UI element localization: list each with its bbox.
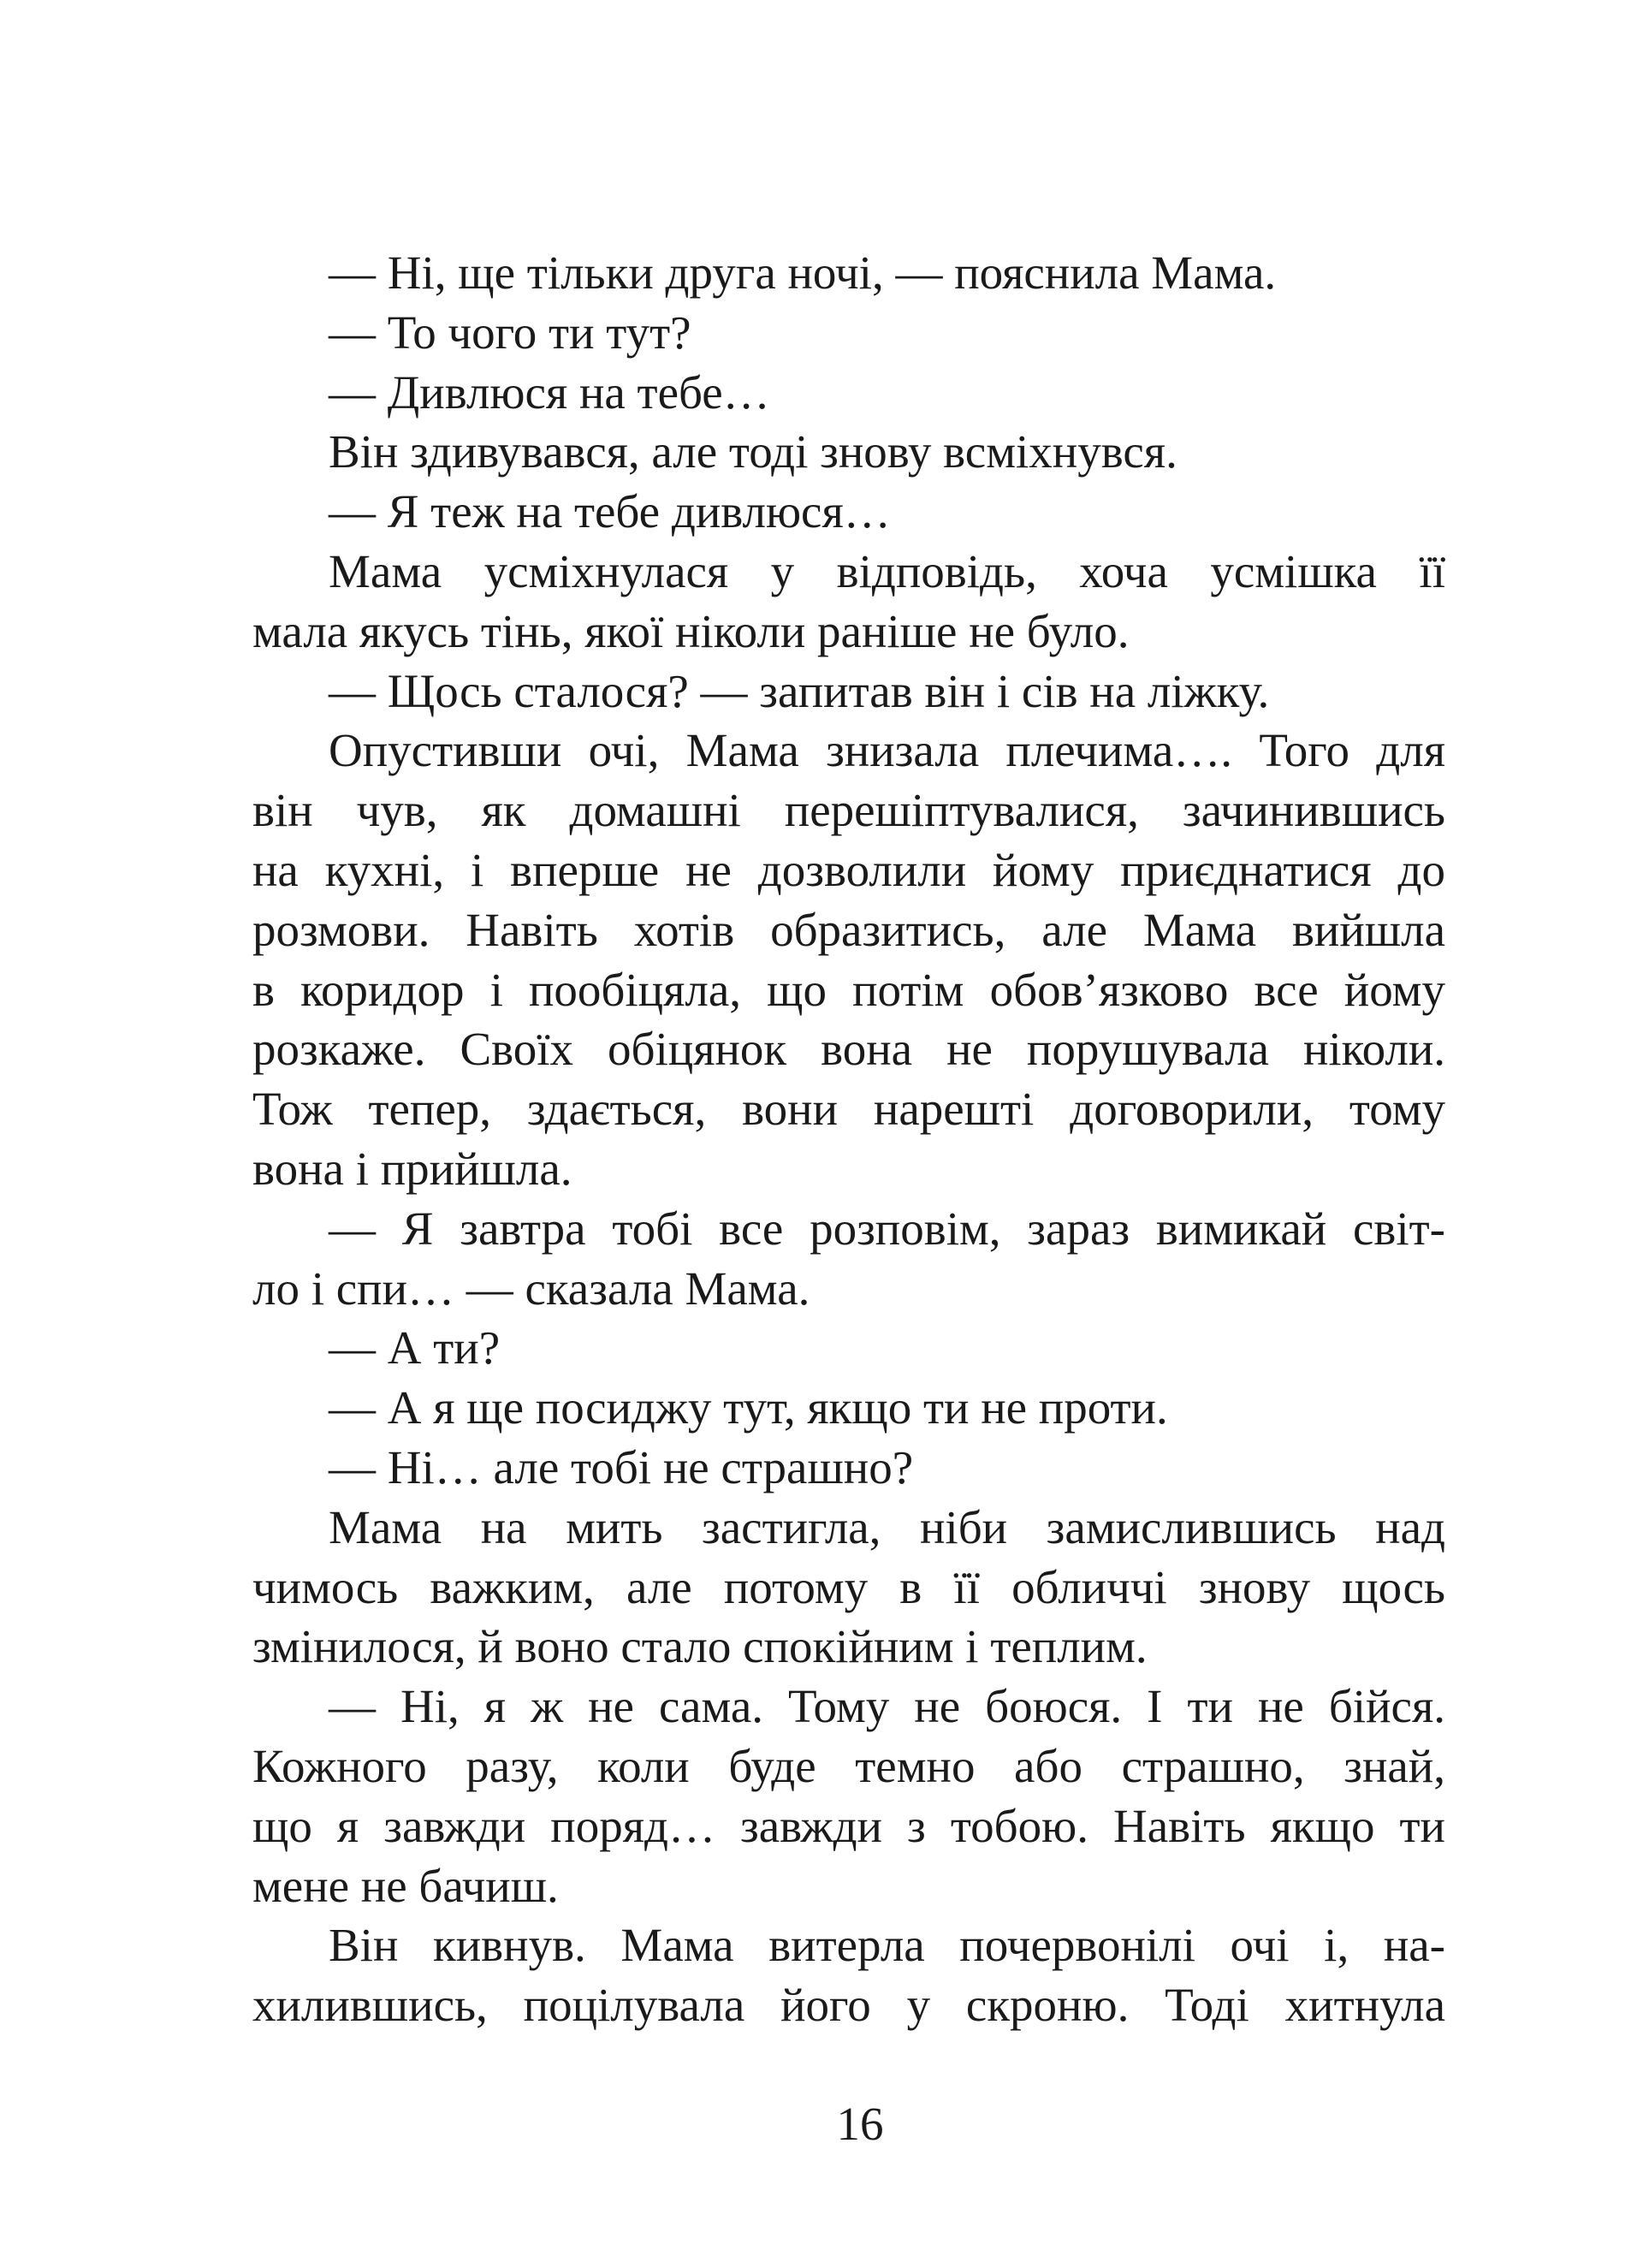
text-line: — Ні, ще тільки друга ночі, — пояснила Мама. xyxy=(329,246,1277,299)
text-line: Кожного разу, коли буде темно або страшно, знай, xyxy=(252,1739,1445,1792)
text-line: — А я ще посиджу тут, якщо ти не проти. xyxy=(329,1381,1168,1434)
text-line: — Я завтра тобі все розповім, зараз вимикай світ- xyxy=(329,1202,1445,1255)
text-line: — То чого ти тут? xyxy=(329,306,691,359)
text-line: Тож тепер, здається, вони нарешті договорили, тому xyxy=(252,1083,1445,1136)
text-line: на кухні, і вперше не дозволили йому приєднатися до xyxy=(252,843,1445,896)
text-line: мала якусь тінь, якої ніколи раніше не було. xyxy=(252,604,1130,657)
text-line: він чув, як домашні перешіптувалися, зачинившись xyxy=(252,784,1445,837)
text-line: ло і спи… — сказала Мама. xyxy=(252,1262,810,1315)
page-number: 16 xyxy=(836,2098,884,2150)
text-line: — А ти? xyxy=(329,1321,501,1374)
text-line: Мама на мить застигла, ніби замислившись над xyxy=(329,1500,1445,1553)
text-line: що я завжди поряд… завжди з тобою. Навіть якщо ти xyxy=(252,1799,1445,1852)
text-line: — Щось сталося? — запитав він і сів на ліжку. xyxy=(329,664,1270,717)
text-line: Опустивши очі, Мама знизала плечима…. Того для xyxy=(329,724,1445,777)
text-line: Він кивнув. Мама витерла почервонілі очі і, на- xyxy=(329,1919,1445,1972)
text-line: — Дивлюся на тебе… xyxy=(329,365,770,419)
body-text xyxy=(252,243,1445,2035)
text-line: хилившись, поцілувала його у скроню. Тоді хитнула xyxy=(252,1979,1445,2032)
text-line: Мама усміхнулася у відповідь, хоча усмішка її xyxy=(329,544,1445,597)
text-line: розкаже. Своїх обіцянок вона не порушувала ніколи. xyxy=(252,1023,1445,1076)
text-line: змінилося, й воно стало спокійним і теплим. xyxy=(252,1620,1148,1673)
text-line: чимось важким, але потому в її обличчі знову щось xyxy=(252,1560,1445,1613)
text-line: — Ні, я ж не сама. Тому не боюся. І ти не бійся. xyxy=(329,1680,1445,1733)
text-line: розмови. Навіть хотів образитись, але Мама вийшла xyxy=(252,903,1445,956)
text-line: мене не бачиш. xyxy=(252,1859,559,1912)
text-line: в коридор і пообіцяла, що потім обов’язково все йому xyxy=(252,963,1445,1016)
text-line: Він здивувався, але тоді знову всміхнувся. xyxy=(329,425,1177,478)
text-line: — Я теж на тебе дивлюся… xyxy=(329,485,891,538)
text-line: — Ні… але тобі не страшно? xyxy=(329,1440,914,1493)
text-line: вона і прийшла. xyxy=(252,1142,572,1195)
